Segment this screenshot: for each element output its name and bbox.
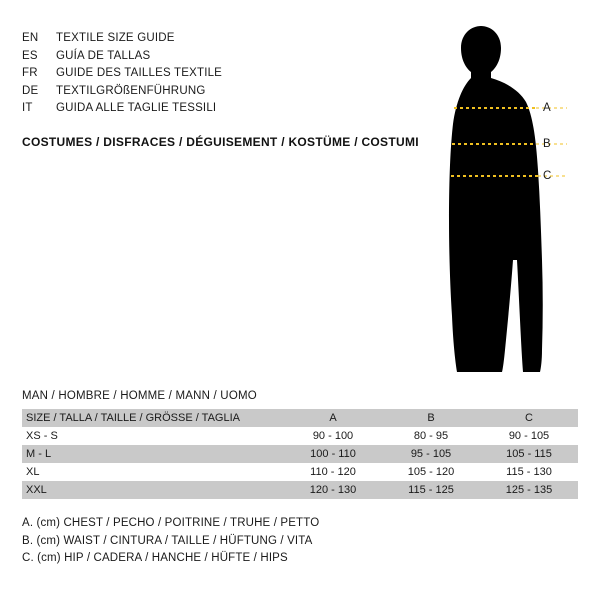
- silhouette-icon: [395, 20, 585, 380]
- table-group-title: MAN / HOMBRE / HOMME / MANN / UOMO: [22, 390, 257, 402]
- cell-waist: 80 - 95: [382, 427, 480, 445]
- language-title: GUÍA DE TALLAS: [56, 49, 151, 62]
- cell-hip: 105 - 115: [480, 445, 578, 463]
- language-row: [22, 48, 382, 66]
- measure-label-a: A: [543, 102, 551, 114]
- cell-size: M - L: [22, 445, 284, 463]
- size-table-block: [22, 390, 578, 499]
- language-code: IT: [22, 102, 33, 114]
- table-header-a: A: [284, 409, 382, 427]
- table-row: [22, 481, 578, 499]
- table-header-row: [22, 409, 578, 427]
- cell-size: XS - S: [22, 427, 284, 445]
- legend-line-c: C. (cm) HIP / CADERA / HANCHE / HÜFTE / HIPS: [22, 552, 288, 564]
- costumes-heading: COSTUMES / DISFRACES / DÉGUISEMENT / KOSTÜME / COSTUMI: [22, 135, 419, 149]
- language-code: DE: [22, 84, 39, 97]
- language-row: [22, 100, 382, 118]
- language-row: [22, 65, 382, 83]
- language-row: [22, 83, 382, 101]
- cell-size: XL: [22, 463, 284, 481]
- table-row: [22, 445, 578, 463]
- measure-label-b: B: [543, 138, 551, 150]
- cell-chest: 110 - 120: [284, 463, 382, 481]
- measure-leader-lines: [536, 108, 567, 176]
- language-code: EN: [22, 32, 39, 44]
- table-header-c: C: [480, 409, 578, 427]
- size-table: [22, 409, 578, 499]
- language-title: TEXTILGRÖßENFÜHRUNG: [56, 84, 206, 97]
- language-title: GUIDA ALLE TAGLIE TESSILI: [56, 102, 217, 114]
- cell-hip: 115 - 130: [480, 463, 578, 481]
- cell-chest: 120 - 130: [284, 481, 382, 499]
- language-list: [22, 30, 382, 118]
- table-row: [22, 463, 578, 481]
- language-title: TEXTILE SIZE GUIDE: [56, 32, 175, 44]
- table-header-b: B: [382, 409, 480, 427]
- table-header-size: SIZE / TALLA / TAILLE / GRÖSSE / TAGLIA: [22, 409, 284, 427]
- language-code: ES: [22, 49, 38, 62]
- language-code: FR: [22, 67, 38, 79]
- measure-label-c: C: [543, 170, 552, 182]
- body-silhouette: [395, 20, 585, 380]
- measurement-legend: [22, 515, 319, 568]
- cell-hip: 125 - 135: [480, 481, 578, 499]
- cell-hip: 90 - 105: [480, 427, 578, 445]
- legend-line-a: A. (cm) CHEST / PECHO / POITRINE / TRUHE / PETTO: [22, 517, 320, 529]
- cell-size: XXL: [22, 481, 284, 499]
- cell-chest: 100 - 110: [284, 445, 382, 463]
- language-row: [22, 30, 382, 48]
- cell-waist: 115 - 125: [382, 481, 480, 499]
- cell-chest: 90 - 100: [284, 427, 382, 445]
- table-row: [22, 427, 578, 445]
- language-title: GUIDE DES TAILLES TEXTILE: [56, 67, 223, 79]
- cell-waist: 95 - 105: [382, 445, 480, 463]
- legend-line-b: B. (cm) WAIST / CINTURA / TAILLE / HÜFTUNG / VITA: [22, 534, 313, 547]
- cell-waist: 105 - 120: [382, 463, 480, 481]
